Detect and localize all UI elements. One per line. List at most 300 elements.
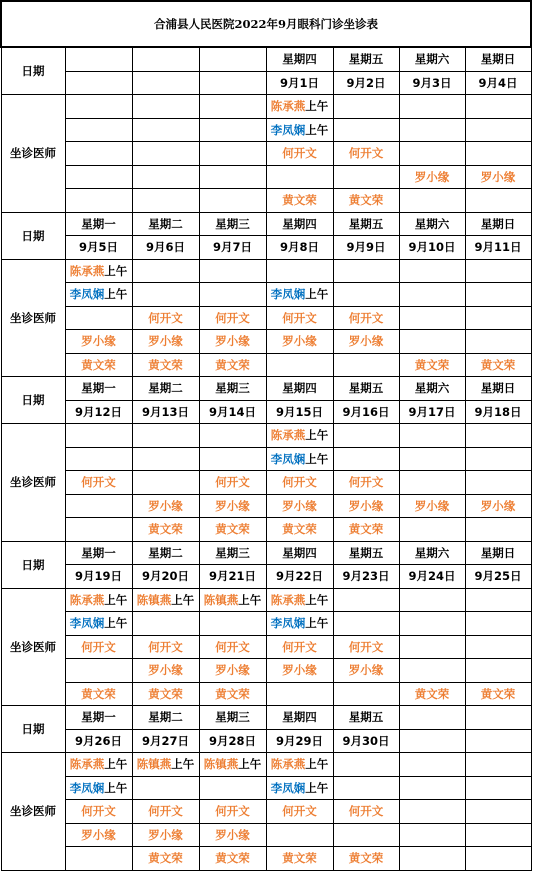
schedule-cell — [333, 471, 399, 495]
doctors-label: 坐诊医师 — [1, 424, 65, 542]
doctor-name: 黄文荣 — [215, 686, 250, 701]
session-am: 上午 — [104, 287, 128, 302]
doctor-name: 陈承燕 — [270, 757, 306, 772]
weekday-cell: 星期日 — [465, 47, 531, 71]
schedule-cell — [132, 424, 199, 448]
doctor-name: 何开文 — [348, 146, 384, 161]
session-am: 上午 — [238, 592, 262, 607]
date-cell: 9月5日 — [65, 236, 132, 260]
doctor-name: 何开文 — [148, 804, 183, 819]
doctor-name: 罗小缘 — [148, 334, 183, 349]
schedule-cell — [132, 823, 199, 847]
date-cell: 9月18日 — [465, 400, 531, 424]
weekday-cell: 星期一 — [65, 706, 132, 730]
doctor-name: 罗小缘 — [148, 498, 183, 513]
schedule-cell — [399, 471, 465, 495]
schedule-cell — [465, 189, 531, 213]
doctor-row — [1, 189, 531, 213]
schedule-cell — [199, 259, 266, 283]
date-cell: 9月22日 — [266, 565, 333, 589]
schedule-cell — [65, 823, 132, 847]
schedule-cell — [65, 847, 132, 871]
schedule-cell — [132, 494, 199, 518]
session-am: 上午 — [305, 287, 329, 302]
schedule-cell — [266, 776, 333, 800]
doctor-name: 何开文 — [348, 804, 384, 819]
schedule-cell — [65, 306, 132, 330]
weekday-row — [1, 377, 531, 401]
date-cell: 9月25日 — [465, 565, 531, 589]
schedule-cell — [399, 424, 465, 448]
weekday-row — [1, 212, 531, 236]
schedule-cell — [266, 800, 333, 824]
doctor-name: 何开文 — [81, 475, 116, 490]
schedule-cell — [132, 847, 199, 871]
doctor-name: 李凤娴 — [270, 122, 306, 137]
schedule-cell — [399, 823, 465, 847]
weekday-cell: 星期四 — [266, 706, 333, 730]
schedule-cell — [199, 424, 266, 448]
date-label: 日期 — [1, 706, 65, 753]
doctor-row — [1, 259, 531, 283]
date-cell — [199, 71, 266, 95]
schedule-cell — [199, 118, 266, 142]
schedule-cell — [399, 800, 465, 824]
schedule-cell — [132, 612, 199, 636]
doctor-name: 黄文荣 — [148, 522, 183, 537]
date-cell: 9月23日 — [333, 565, 399, 589]
schedule-cell — [465, 659, 531, 683]
schedule-cell — [333, 776, 399, 800]
doctor-name: 何开文 — [282, 475, 317, 490]
schedule-cell — [199, 588, 266, 612]
doctor-name: 罗小缘 — [348, 663, 384, 678]
schedule-cell — [65, 447, 132, 471]
session-am: 上午 — [305, 122, 329, 137]
doctor-name: 罗小缘 — [480, 169, 516, 184]
schedule-cell — [199, 682, 266, 706]
schedule-cell — [399, 635, 465, 659]
doctor-name: 黄文荣 — [81, 686, 116, 701]
schedule-cell — [266, 847, 333, 871]
date-cell: 9月21日 — [199, 565, 266, 589]
schedule-cell — [333, 659, 399, 683]
date-cell — [65, 71, 132, 95]
date-row — [1, 565, 531, 589]
session-am: 上午 — [305, 451, 329, 466]
doctor-name: 李凤娴 — [270, 780, 306, 795]
schedule-cell — [465, 612, 531, 636]
doctor-name: 陈镇燕 — [203, 757, 239, 772]
weekday-cell: 星期日 — [465, 212, 531, 236]
schedule-cell — [399, 847, 465, 871]
doctor-name: 罗小缘 — [480, 498, 516, 513]
weekday-cell: 星期四 — [266, 212, 333, 236]
doctor-name: 陈承燕 — [69, 592, 105, 607]
doctor-row — [1, 494, 531, 518]
doctor-name: 黄文荣 — [282, 851, 317, 866]
weekday-cell: 星期一 — [65, 377, 132, 401]
schedule-cell — [65, 424, 132, 448]
doctor-name: 何开文 — [282, 146, 317, 161]
date-cell: 9月6日 — [132, 236, 199, 260]
schedule-cell — [65, 588, 132, 612]
schedule-cell — [266, 823, 333, 847]
schedule-cell — [465, 283, 531, 307]
schedule-cell — [266, 753, 333, 777]
date-cell: 9月28日 — [199, 729, 266, 753]
doctor-row — [1, 823, 531, 847]
doctor-name: 陈承燕 — [270, 428, 306, 443]
session-am: 上午 — [305, 99, 329, 114]
doctor-name: 黄文荣 — [215, 522, 250, 537]
session-am: 上午 — [104, 780, 128, 795]
schedule-cell — [266, 353, 333, 377]
doctor-row — [1, 353, 531, 377]
date-cell: 9月1日 — [266, 71, 333, 95]
weekday-cell: 星期日 — [465, 541, 531, 565]
schedule-cell — [132, 95, 199, 119]
doctor-row — [1, 682, 531, 706]
schedule-cell — [333, 95, 399, 119]
doctor-row — [1, 612, 531, 636]
weekday-cell: 星期五 — [333, 212, 399, 236]
schedule-cell — [333, 330, 399, 354]
doctor-name: 李凤娴 — [270, 287, 306, 302]
doctor-name: 罗小缘 — [81, 334, 116, 349]
schedule-cell — [399, 95, 465, 119]
date-label: 日期 — [1, 47, 65, 95]
doctor-row — [1, 95, 531, 119]
schedule-cell — [333, 800, 399, 824]
schedule-cell — [65, 189, 132, 213]
schedule-cell — [333, 306, 399, 330]
schedule-cell — [65, 518, 132, 542]
weekday-cell: 星期三 — [199, 706, 266, 730]
schedule-cell — [266, 612, 333, 636]
schedule-cell — [266, 95, 333, 119]
schedule-cell — [65, 659, 132, 683]
doctor-name: 黄文荣 — [215, 851, 250, 866]
doctor-row — [1, 518, 531, 542]
schedule-cell — [199, 659, 266, 683]
doctor-name: 李凤娴 — [69, 287, 105, 302]
doctor-name: 罗小缘 — [282, 663, 317, 678]
session-am: 上午 — [104, 592, 128, 607]
schedule-cell — [65, 800, 132, 824]
session-am: 上午 — [171, 757, 195, 772]
doctor-row — [1, 800, 531, 824]
schedule-cell — [399, 682, 465, 706]
schedule-cell — [333, 518, 399, 542]
schedule-cell — [399, 588, 465, 612]
schedule-cell — [199, 165, 266, 189]
doctor-name: 罗小缘 — [215, 498, 250, 513]
schedule-cell — [199, 612, 266, 636]
schedule-cell — [333, 847, 399, 871]
doctor-name: 何开文 — [215, 804, 250, 819]
date-label: 日期 — [1, 541, 65, 588]
doctor-name: 黄文荣 — [215, 357, 250, 372]
doctor-name: 黄文荣 — [81, 357, 116, 372]
weekday-cell: 星期六 — [399, 377, 465, 401]
schedule-cell — [65, 353, 132, 377]
schedule-cell — [399, 659, 465, 683]
schedule-cell — [132, 189, 199, 213]
schedule-cell — [65, 494, 132, 518]
session-am: 上午 — [305, 592, 329, 607]
schedule-cell — [399, 142, 465, 166]
weekday-cell: 星期五 — [333, 706, 399, 730]
doctor-name: 黄文荣 — [148, 357, 183, 372]
schedule-cell — [132, 142, 199, 166]
schedule-cell — [266, 447, 333, 471]
date-label: 日期 — [1, 377, 65, 424]
doctor-name: 陈承燕 — [270, 99, 306, 114]
doctor-row — [1, 330, 531, 354]
schedule-cell — [199, 189, 266, 213]
doctor-name: 何开文 — [215, 310, 250, 325]
weekday-cell — [132, 47, 199, 71]
session-am: 上午 — [238, 757, 262, 772]
schedule-cell — [399, 165, 465, 189]
doctor-name: 何开文 — [348, 310, 384, 325]
doctor-name: 罗小缘 — [215, 827, 250, 842]
session-am: 上午 — [104, 263, 128, 278]
date-row — [1, 400, 531, 424]
date-cell: 9月11日 — [465, 236, 531, 260]
schedule-cell — [199, 353, 266, 377]
doctor-row — [1, 588, 531, 612]
doctor-name: 何开文 — [215, 475, 250, 490]
schedule-cell — [333, 447, 399, 471]
date-cell — [465, 729, 531, 753]
schedule-cell — [266, 471, 333, 495]
doctor-row — [1, 635, 531, 659]
schedule-cell — [465, 847, 531, 871]
weekday-cell: 星期四 — [266, 541, 333, 565]
doctor-name: 李凤娴 — [270, 616, 306, 631]
schedule-cell — [132, 588, 199, 612]
schedule-cell — [199, 494, 266, 518]
schedule-cell — [399, 776, 465, 800]
schedule-cell — [465, 142, 531, 166]
session-am: 上午 — [305, 757, 329, 772]
schedule-cell — [266, 259, 333, 283]
schedule-cell — [199, 330, 266, 354]
doctor-name: 黄文荣 — [282, 522, 317, 537]
doctors-label: 坐诊医师 — [1, 588, 65, 706]
date-cell: 9月26日 — [65, 729, 132, 753]
date-label: 日期 — [1, 212, 65, 259]
doctor-row — [1, 283, 531, 307]
doctor-name: 黄文荣 — [148, 686, 183, 701]
doctor-row — [1, 306, 531, 330]
doctor-name: 何开文 — [148, 639, 183, 654]
doctor-row — [1, 776, 531, 800]
weekday-cell — [199, 47, 266, 71]
doctor-name: 李凤娴 — [69, 616, 105, 631]
doctor-row — [1, 659, 531, 683]
doctor-name: 罗小缘 — [215, 663, 250, 678]
schedule-cell — [132, 165, 199, 189]
schedule-cell — [132, 353, 199, 377]
date-cell: 9月29日 — [266, 729, 333, 753]
schedule-cell — [65, 165, 132, 189]
weekday-cell: 星期四 — [266, 47, 333, 71]
schedule-cell — [399, 353, 465, 377]
doctor-name: 罗小缘 — [215, 334, 250, 349]
schedule-cell — [132, 776, 199, 800]
schedule-cell — [465, 518, 531, 542]
schedule-cell — [465, 259, 531, 283]
session-am: 上午 — [305, 780, 329, 795]
schedule-cell — [465, 494, 531, 518]
weekday-cell: 星期三 — [199, 212, 266, 236]
schedule-cell — [399, 518, 465, 542]
schedule-cell — [199, 847, 266, 871]
session-am: 上午 — [305, 428, 329, 443]
schedule-cell — [132, 800, 199, 824]
doctor-name: 罗小缘 — [414, 498, 450, 513]
schedule-cell — [399, 118, 465, 142]
schedule-cell — [465, 471, 531, 495]
doctor-name: 罗小缘 — [282, 334, 317, 349]
doctor-name: 罗小缘 — [414, 169, 450, 184]
schedule-cell — [399, 612, 465, 636]
date-row — [1, 71, 531, 95]
schedule-cell — [333, 424, 399, 448]
doctors-label: 坐诊医师 — [1, 259, 65, 377]
schedule-body — [1, 1, 531, 870]
doctor-name: 陈承燕 — [270, 592, 306, 607]
session-am: 上午 — [305, 616, 329, 631]
schedule-cell — [465, 823, 531, 847]
schedule-cell — [266, 635, 333, 659]
doctor-name: 罗小缘 — [148, 827, 183, 842]
schedule-cell — [132, 753, 199, 777]
doctor-name: 陈镇燕 — [136, 592, 172, 607]
schedule-cell — [333, 353, 399, 377]
weekday-cell: 星期二 — [132, 541, 199, 565]
schedule-cell — [333, 753, 399, 777]
schedule-cell — [266, 518, 333, 542]
schedule-cell — [333, 283, 399, 307]
doctor-name: 何开文 — [282, 639, 317, 654]
schedule-cell — [266, 306, 333, 330]
schedule-cell — [65, 776, 132, 800]
schedule-cell — [465, 682, 531, 706]
date-cell: 9月10日 — [399, 236, 465, 260]
schedule-cell — [199, 447, 266, 471]
schedule-cell — [399, 494, 465, 518]
weekday-cell: 星期二 — [132, 706, 199, 730]
weekday-cell: 星期三 — [199, 541, 266, 565]
schedule-cell — [465, 95, 531, 119]
schedule-cell — [199, 283, 266, 307]
schedule-cell — [199, 306, 266, 330]
schedule-cell — [333, 118, 399, 142]
schedule-cell — [266, 494, 333, 518]
date-cell: 9月30日 — [333, 729, 399, 753]
schedule-cell — [65, 330, 132, 354]
date-cell: 9月3日 — [399, 71, 465, 95]
doctor-name: 黄文荣 — [282, 193, 317, 208]
schedule-cell — [465, 588, 531, 612]
schedule-cell — [333, 682, 399, 706]
title-row — [1, 1, 531, 47]
schedule-cell — [333, 165, 399, 189]
schedule-cell — [132, 259, 199, 283]
schedule-cell — [199, 776, 266, 800]
weekday-cell: 星期日 — [465, 377, 531, 401]
session-am: 上午 — [104, 757, 128, 772]
weekday-row — [1, 706, 531, 730]
schedule-cell — [199, 518, 266, 542]
schedule-cell — [266, 424, 333, 448]
doctor-name: 陈承燕 — [69, 757, 105, 772]
doctor-name: 黄文荣 — [148, 851, 183, 866]
schedule-cell — [465, 447, 531, 471]
schedule-cell — [465, 776, 531, 800]
schedule-cell — [132, 447, 199, 471]
schedule-cell — [465, 118, 531, 142]
schedule-cell — [132, 518, 199, 542]
doctor-name: 罗小缘 — [148, 663, 183, 678]
weekday-cell: 星期二 — [132, 377, 199, 401]
schedule-cell — [333, 612, 399, 636]
doctors-label: 坐诊医师 — [1, 753, 65, 871]
date-cell: 9月20日 — [132, 565, 199, 589]
doctor-name: 罗小缘 — [282, 498, 317, 513]
doctor-name: 罗小缘 — [348, 334, 384, 349]
date-cell: 9月15日 — [266, 400, 333, 424]
doctor-row — [1, 118, 531, 142]
doctor-row — [1, 471, 531, 495]
doctor-row — [1, 165, 531, 189]
schedule-cell — [132, 471, 199, 495]
schedule-cell — [465, 635, 531, 659]
schedule-cell — [399, 330, 465, 354]
schedule-cell — [132, 330, 199, 354]
schedule-cell — [199, 142, 266, 166]
schedule-cell — [333, 588, 399, 612]
date-cell: 9月14日 — [199, 400, 266, 424]
weekday-cell: 星期六 — [399, 212, 465, 236]
date-cell: 9月27日 — [132, 729, 199, 753]
date-cell: 9月24日 — [399, 565, 465, 589]
schedule-cell — [65, 635, 132, 659]
doctor-name: 何开文 — [282, 310, 317, 325]
schedule-cell — [333, 189, 399, 213]
doctor-name: 李凤娴 — [69, 780, 105, 795]
schedule-cell — [399, 283, 465, 307]
doctor-name: 陈镇燕 — [203, 592, 239, 607]
doctors-label: 坐诊医师 — [1, 95, 65, 213]
weekday-cell: 星期四 — [266, 377, 333, 401]
doctor-name: 何开文 — [81, 639, 116, 654]
doctor-name: 黄文荣 — [480, 357, 516, 372]
schedule-cell — [399, 259, 465, 283]
weekday-cell: 星期五 — [333, 47, 399, 71]
schedule-cell — [266, 659, 333, 683]
schedule-cell — [266, 189, 333, 213]
doctor-row — [1, 847, 531, 871]
schedule-cell — [132, 635, 199, 659]
schedule-cell — [132, 306, 199, 330]
date-cell: 9月12日 — [65, 400, 132, 424]
schedule-cell — [199, 635, 266, 659]
